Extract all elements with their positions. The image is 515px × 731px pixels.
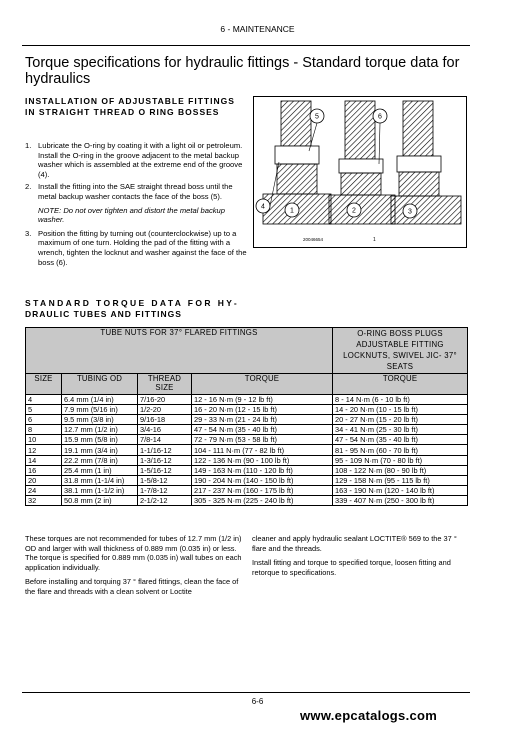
cell-tubing-od: 25.4 mm (1 in) bbox=[62, 465, 138, 475]
cell-tubing-od: 31.8 mm (1-1/4 in) bbox=[62, 475, 138, 485]
callout-6 bbox=[373, 109, 387, 123]
table-row bbox=[26, 485, 468, 495]
cell-torque-boss: 129 - 158 N·m (95 - 115 lb ft) bbox=[333, 475, 468, 485]
cell-torque-boss: 339 - 407 N·m (250 - 300 lb ft) bbox=[333, 495, 468, 505]
col-thread-size: THREAD SIZE bbox=[138, 374, 192, 395]
cell-thread-size: 1-1/16-12 bbox=[138, 445, 192, 455]
table-row bbox=[26, 395, 468, 405]
col-torque-tube: TORQUE bbox=[192, 374, 333, 395]
torque-table bbox=[25, 327, 468, 506]
cell-size: 14 bbox=[26, 455, 62, 465]
cell-size: 12 bbox=[26, 445, 62, 455]
figure-number: 1 bbox=[373, 237, 376, 243]
callout-4 bbox=[256, 199, 270, 213]
callout-3 bbox=[403, 204, 417, 218]
cell-tubing-od: 22.2 mm (7/8 in) bbox=[62, 455, 138, 465]
cell-torque-boss: 47 - 54 N·m (35 - 40 lb ft) bbox=[333, 435, 468, 445]
callout-5 bbox=[310, 109, 324, 123]
step-2-text: Install the fitting into the SAE straight thread boss until the metal backup washer contacts the face of the boss (5). bbox=[38, 182, 233, 201]
cell-size: 4 bbox=[26, 395, 62, 405]
cell-thread-size: 1-5/8-12 bbox=[138, 475, 192, 485]
table-row bbox=[26, 495, 468, 505]
cell-torque-boss: 163 - 190 N·m (120 - 140 lb ft) bbox=[333, 485, 468, 495]
cell-size: 5 bbox=[26, 405, 62, 415]
cell-thread-size: 1-7/8-12 bbox=[138, 485, 192, 495]
installation-heading-line1: INSTALLATION OF ADJUSTABLE FITTINGS bbox=[25, 96, 235, 106]
cell-torque-tube: 305 - 325 N·m (225 - 240 lb ft) bbox=[192, 495, 333, 505]
cell-size: 8 bbox=[26, 425, 62, 435]
cell-torque-tube: 190 - 204 N·m (140 - 150 lb ft) bbox=[192, 475, 333, 485]
standard-heading-line1: STANDARD TORQUE DATA FOR HY- bbox=[25, 298, 240, 308]
col-torque-boss: TORQUE bbox=[333, 374, 468, 395]
torque-table-body bbox=[26, 395, 468, 506]
table-group-row bbox=[26, 328, 468, 374]
cell-torque-tube: 72 - 79 N·m (53 - 58 lb ft) bbox=[192, 435, 333, 445]
cell-size: 24 bbox=[26, 485, 62, 495]
footnote-right-p1: cleaner and apply hydraulic sealant LOCTITE® 569 to the 37 ° flare and the threads. bbox=[252, 534, 457, 553]
cell-torque-boss: 95 - 109 N·m (70 - 80 lb ft) bbox=[333, 455, 468, 465]
cell-tubing-od: 19.1 mm (3/4 in) bbox=[62, 445, 138, 455]
cell-thread-size: 7/16-20 bbox=[138, 395, 192, 405]
step-1-number: 1. bbox=[25, 141, 32, 150]
callout-2 bbox=[347, 203, 361, 217]
cell-size: 32 bbox=[26, 495, 62, 505]
cell-size: 20 bbox=[26, 475, 62, 485]
step-1-text: Lubricate the O-ring by coating it with a light oil or petroleum. Install the O-ring in the groove adjacent to the metal backup washer which is assembled at the extreme end of the groove (4). bbox=[38, 141, 243, 179]
cell-thread-size: 9/16-18 bbox=[138, 415, 192, 425]
table-column-row bbox=[26, 374, 468, 395]
table-row bbox=[26, 475, 468, 485]
cell-torque-boss: 14 - 20 N·m (10 - 15 lb ft) bbox=[333, 405, 468, 415]
table-row bbox=[26, 435, 468, 445]
footnote-right-p2: Install fitting and torque to specified torque, loosen fitting and retorque to specifications. bbox=[252, 558, 451, 577]
cell-torque-boss: 108 - 122 N·m (80 - 90 lb ft) bbox=[333, 465, 468, 475]
cell-torque-boss: 81 - 95 N·m (60 - 70 lb ft) bbox=[333, 445, 468, 455]
footer-rule bbox=[22, 692, 470, 693]
fitting-drawing bbox=[253, 96, 467, 248]
step-3-number: 3. bbox=[25, 228, 32, 238]
table-row bbox=[26, 445, 468, 455]
note-text: NOTE: Do not over tighten and distort the metal backup washer. bbox=[38, 205, 225, 225]
cell-torque-boss: 34 - 41 N·m (25 - 30 lb ft) bbox=[333, 425, 468, 435]
footnote-right bbox=[252, 534, 470, 577]
step-2-number: 2. bbox=[25, 182, 32, 192]
cell-thread-size: 7/8-14 bbox=[138, 435, 192, 445]
section-header: 6 - MAINTENANCE bbox=[220, 24, 295, 34]
installation-heading bbox=[25, 96, 250, 118]
table-row bbox=[26, 465, 468, 475]
table-row bbox=[26, 405, 468, 415]
cell-torque-boss: 8 - 14 N·m (6 - 10 lb ft) bbox=[333, 395, 468, 405]
svg-text:1: 1 bbox=[290, 207, 294, 215]
fitting-illustration bbox=[253, 96, 467, 248]
cell-torque-tube: 149 - 163 N·m (110 - 120 lb ft) bbox=[192, 465, 333, 475]
cell-thread-size: 3/4-16 bbox=[138, 425, 192, 435]
cell-tubing-od: 50.8 mm (2 in) bbox=[62, 495, 138, 505]
table-row bbox=[26, 425, 468, 435]
col-tubing-od: TUBING OD bbox=[62, 374, 138, 395]
page-number: 6-6 bbox=[251, 697, 264, 706]
cell-thread-size: 1-5/16-12 bbox=[138, 465, 192, 475]
installation-heading-line2: IN STRAIGHT THREAD O RING BOSSES bbox=[25, 107, 220, 117]
watermark-link[interactable]: www.epcatalogs.com bbox=[300, 708, 438, 723]
cell-thread-size: 1/2-20 bbox=[138, 405, 192, 415]
cell-torque-tube: 104 - 111 N·m (77 - 82 lb ft) bbox=[192, 445, 333, 455]
step-1 bbox=[25, 141, 247, 179]
col-size: SIZE bbox=[26, 374, 62, 395]
svg-text:3: 3 bbox=[408, 208, 412, 216]
table-row bbox=[26, 415, 468, 425]
svg-text:5: 5 bbox=[315, 113, 319, 121]
cell-tubing-od: 38.1 mm (1-1/2 in) bbox=[62, 485, 138, 495]
cell-torque-tube: 217 - 237 N·m (160 - 175 lb ft) bbox=[192, 485, 333, 495]
cell-tubing-od: 6.4 mm (1/4 in) bbox=[62, 395, 138, 405]
table-row bbox=[26, 455, 468, 465]
svg-text:4: 4 bbox=[261, 203, 265, 211]
cell-torque-boss: 20 - 27 N·m (15 - 20 lb ft) bbox=[333, 415, 468, 425]
header-rule bbox=[22, 45, 470, 46]
cell-tubing-od: 15.9 mm (5/8 in) bbox=[62, 435, 138, 445]
group-header-right: O-RING BOSS PLUGS ADJUSTABLE FITTING LOCKNUTS, SWIVEL JIC- 37° SEATS bbox=[333, 328, 468, 374]
cell-torque-tube: 47 - 54 N·m (35 - 40 lb ft) bbox=[192, 425, 333, 435]
cell-torque-tube: 16 - 20 N·m (12 - 15 lb ft) bbox=[192, 405, 333, 415]
cell-size: 6 bbox=[26, 415, 62, 425]
cell-tubing-od: 7.9 mm (5/16 in) bbox=[62, 405, 138, 415]
cell-thread-size: 2-1/2-12 bbox=[138, 495, 192, 505]
cell-tubing-od: 12.7 mm (1/2 in) bbox=[62, 425, 138, 435]
cell-torque-tube: 29 - 33 N·m (21 - 24 lb ft) bbox=[192, 415, 333, 425]
footnote-left-p1: These torques are not recommended for tubes of 12.7 mm (1/2 in) OD and larger with wall thickness of 0.889 mm (0.035 in) or less. The torque is specified for 0.889 mm (0.035 in) wall tubes on each application individually. bbox=[25, 534, 242, 572]
callout-1 bbox=[285, 203, 299, 217]
svg-text:2: 2 bbox=[352, 207, 356, 215]
installation-steps bbox=[25, 141, 247, 267]
footnote-left-p2: Before installing and torquing 37 ° flared fittings, clean the face of the flare and threads with a clean solvent or Loctite bbox=[25, 577, 239, 596]
step-2 bbox=[25, 182, 247, 201]
figure-code: 20046654 bbox=[303, 237, 324, 242]
footnote-left bbox=[25, 534, 243, 597]
cell-thread-size: 1-3/16-12 bbox=[138, 455, 192, 465]
cell-size: 10 bbox=[26, 435, 62, 445]
standard-heading bbox=[25, 298, 255, 320]
standard-heading-line2: DRAULIC TUBES AND FITTINGS bbox=[25, 309, 182, 319]
cell-tubing-od: 9.5 mm (3/8 in) bbox=[62, 415, 138, 425]
cell-size: 16 bbox=[26, 465, 62, 475]
svg-text:6: 6 bbox=[378, 113, 382, 121]
cell-torque-tube: 122 - 136 N·m (90 - 100 lb ft) bbox=[192, 455, 333, 465]
step-3 bbox=[25, 229, 247, 267]
cell-torque-tube: 12 - 16 N·m (9 - 12 lb ft) bbox=[192, 395, 333, 405]
group-header-left: TUBE NUTS FOR 37° FLARED FITTINGS bbox=[26, 328, 333, 374]
page-title: Torque specifications for hydraulic fittings - Standard torque data for hydraulics bbox=[25, 55, 460, 87]
step-3-text: Position the fitting by turning out (counterclockwise) up to a maximum of one turn. Holding the pad of the fitting with a wrench, tighten the locknut and washer against the face of the boss (6). bbox=[38, 228, 247, 267]
